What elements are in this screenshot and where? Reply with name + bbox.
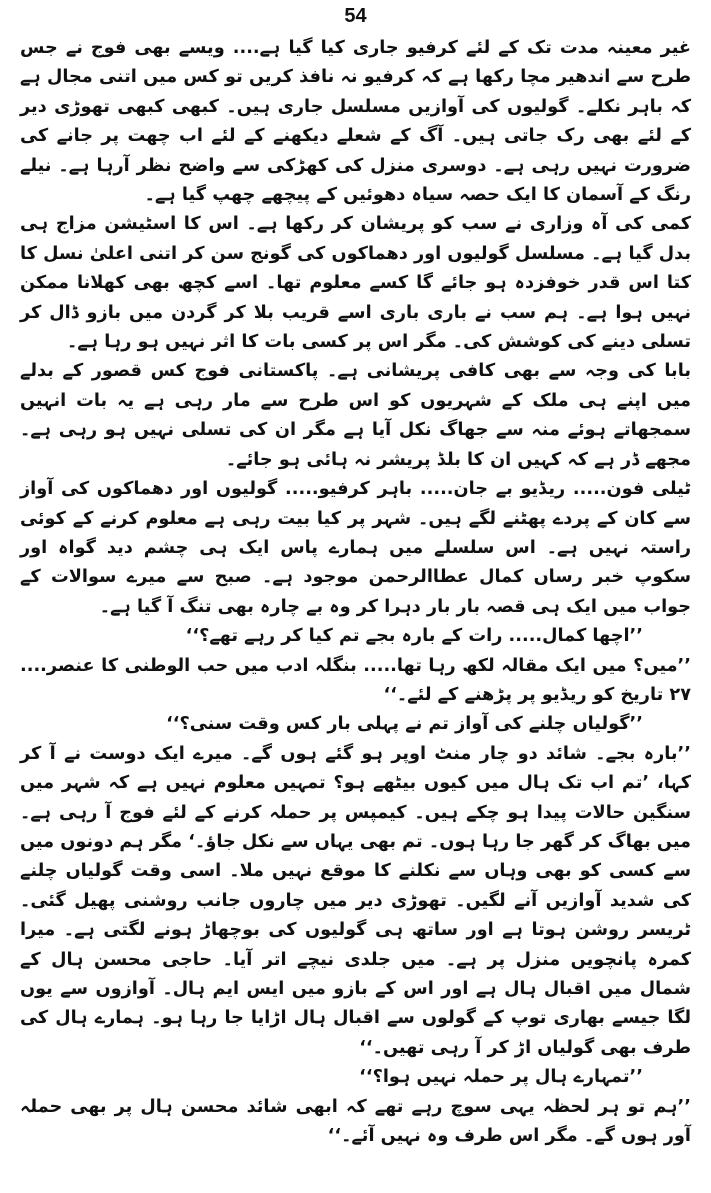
page-number: 54 bbox=[344, 5, 367, 27]
paragraph-baba: بابا کی وجہ سے بھی کافی پریشانی ہے۔ پاکستانی فوج کس قصور کے بدلے میں اپنے ہی ملک کے شہریوں کو اس طرح سے مار رہی ہے یہ بات انہیں سمجھاتے ہوئے منہ سے جھاگ نکل آیا ہے مگر ان کی تسلی نہیں ہو رہی ہے۔ مجھے ڈر ہے کہ کہیں ان کا بلڈ پریشر نہ ہائی ہو جائے۔ bbox=[20, 361, 691, 470]
paragraph-telephone: ٹیلی فون..... ریڈیو بے جان..... باہر کرفیو..... گولیوں اور دھماکوں کی آواز سے کان کے پردے پھٹنے لگے ہیں۔ شہر پر کیا بیت رہی ہے معلوم کرنے کے کوئی راستہ نہیں ہے۔ اس سلسلے میں ہمارے پاس ایک ہی چشم دید گواہ اور سکوپ خبر رساں کمال عطاالرحمن موجود ہے۔ صبح سے میرے سوالات کے جواب میں ایک ہی قصہ بار بار دہرا کر وہ بے چارہ بھی تنگ آ گیا ہے۔ bbox=[20, 479, 691, 617]
dialog-question-attack: ’’تمہارے ہال پر حملہ نہیں ہوا؟‘‘ bbox=[359, 1067, 643, 1088]
paragraph-dog: کمی کی آہ وزاری نے سب کو پریشان کر رکھا ہے۔ اس کا اسٹیشن مزاج ہی بدل گیا ہے۔ مسلسل گولیوں اور دھماکوں کی گونج سن کر اتنی اعلیٰ نسل کا کتا اس قدر خوفزدہ ہو جائے گا کسے معلوم تھا۔ اسے کچھ بھی کھلانا ممکن نہیں ہوا ہے۔ ہم سب نے باری باری اسے قریب بلا کر گردن میں بازو ڈال کر تسلی دینے کی کوشش کی۔ مگر اس پر کسی بات کا اثر نہیں ہو رہا ہے۔ bbox=[20, 214, 691, 353]
page-body bbox=[20, 34, 691, 1151]
dialog-question-gunfire: ’’گولیاں چلنے کی آواز تم نے پہلی بار کس وقت سنی؟‘‘ bbox=[166, 714, 643, 735]
dialog-question-midnight: ’’اچھا کمال..... رات کے بارہ بجے تم کیا کر رہے تھے؟‘‘ bbox=[185, 626, 643, 647]
dialog-answer-article: ’’میں؟ میں ایک مقالہ لکھ رہا تھا..... بنگلہ ادب میں حب الوطنی کا عنصر.... ۲۷ تاریخ کو ریڈیو پر پڑھنے کے لئے۔‘‘ bbox=[20, 655, 691, 705]
dialog-answer-account: ’’بارہ بجے۔ شائد دو چار منٹ اوپر ہو گئے ہوں گے۔ میرے ایک دوست نے آ کر کہا، ’تم اب تک ہال میں کیوں بیٹھے ہو؟ تمہیں معلوم نہیں ہے کہ شہر میں سنگین حالات پیدا ہو چکے ہیں۔ کیمپس پر حملہ کرنے کے لئے فوج آ رہی ہے۔ میں بھاگ کر گھر جا رہا ہوں۔ تم بھی یہاں سے نکل جاؤ۔‘ مگر ہم دونوں میں سے کسی کو بھی وہاں سے نکلنے کا موقع نہیں ملا۔ اسی وقت گولیاں چلنے کی شدید آوازیں آنے لگیں۔ تھوڑی دیر میں چاروں جانب روشنی پھیل گئی۔ ٹریسر روشن ہوتا ہے اور ساتھ ہی گولیوں کی بوچھاڑ ہونے لگتی ہے۔ میرا کمرہ پانچویں منزل پر ہے۔ میں جلدی نیچے اتر آیا۔ حاجی محسن ہال کے شمال میں اقبال ہال ہے اور اس کے بازو میں ایس ایم ہال۔ آوازوں سے یوں لگا جیسے بھاری توپ کے گولوں سے اقبال ہال اڑایا جا رہا ہو۔ ہمارے ہال کی طرف بھی گولیاں اڑ کر آ رہی تھیں۔‘‘ bbox=[20, 743, 691, 1058]
paragraph-curfew: غیر معینہ مدت تک کے لئے کرفیو جاری کیا گیا ہے.... ویسے بھی فوج نے جس طرح سے اندھیر مچا رکھا ہے کہ کرفیو نہ نافذ کریں تو کس میں اتنی مجال ہے کہ باہر نکلے۔ گولیوں کی آوازیں مسلسل جاری ہیں۔ کبھی کبھی تھوڑی دیر کے لئے بھی رک جاتی ہیں۔ آگ کے شعلے دیکھنے کے لئے اب چھت پر جانے کی ضرورت نہیں رہی ہے۔ دوسری منزل کی کھڑکی سے واضح نظر آرہا ہے۔ نیلے رنگ کے آسمان کا ایک حصہ سیاہ دھوئیں کے پیچھے چھپ گیا ہے۔ bbox=[20, 38, 691, 206]
dialog-answer-mohsin-hall: ’’ہم تو ہر لحظہ یہی سوچ رہے تھے کہ ابھی شائد محسن ہال پر بھی حملہ آور ہوں گے۔ مگر اس طرف وہ نہیں آئے۔‘‘ bbox=[20, 1096, 691, 1147]
